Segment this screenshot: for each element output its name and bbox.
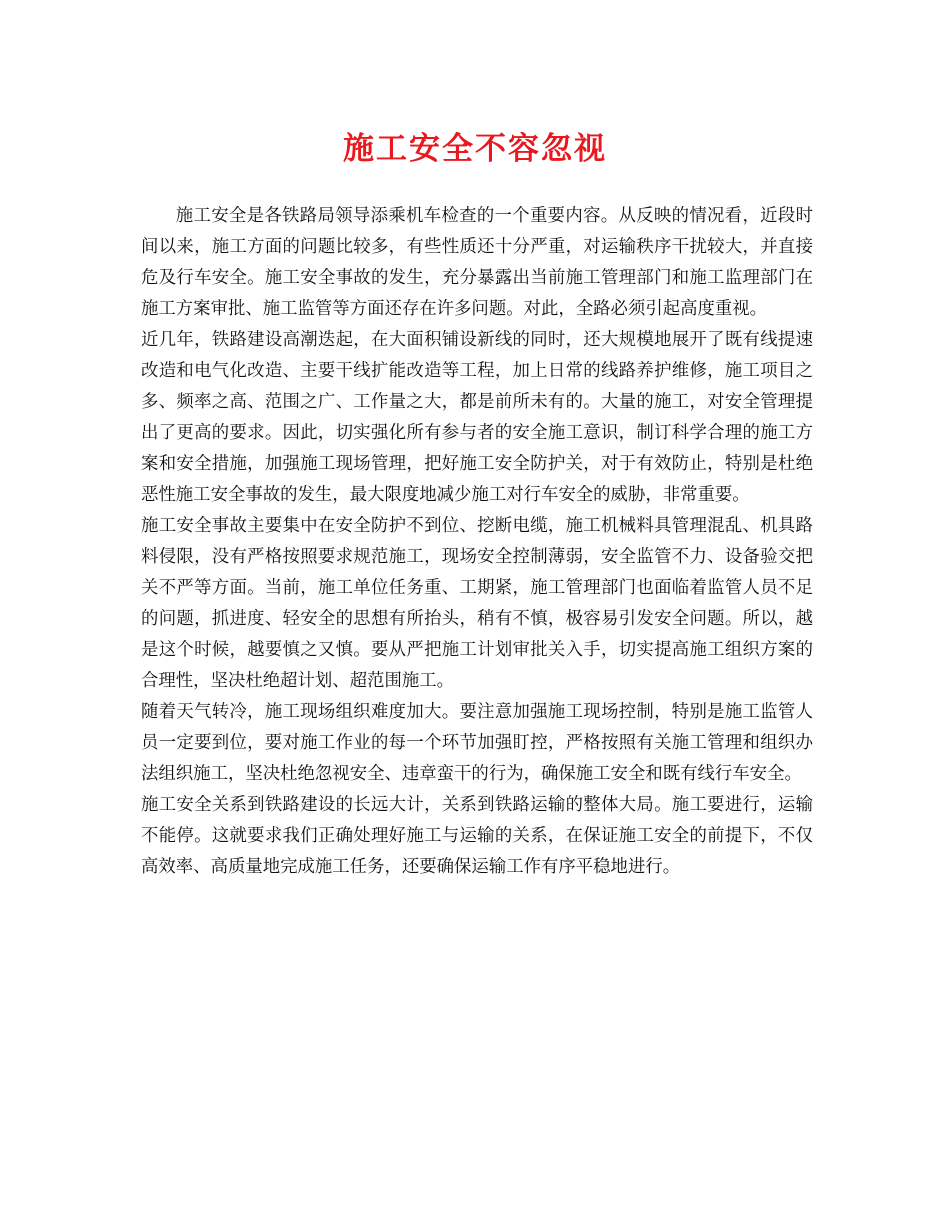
document-body — [141, 201, 813, 883]
paragraph-4: 随着天气转冷，施工现场组织难度加大。要注意加强施工现场控制，特别是施工监管人员一定要到位，要对施工作业的每一个环节加强盯控，严格按照有关施工管理和组织办法组织施工，坚决杜绝忽视安全、违章蛮干的行为，确保施工安全和既有线行车安全。 — [141, 702, 813, 784]
paragraph-2: 近几年，铁路建设高潮迭起，在大面积铺设新线的同时，还大规模地展开了既有线提速改造和电气化改造、主要干线扩能改造等工程，加上日常的线路养护维修，施工项目之多、频率之高、范围之广、工作量之大，都是前所未有的。大量的施工，对安全管理提出了更高的要求。因此，切实强化所有参与者的安全施工意识，制订科学合理的施工方案和安全措施，加强施工现场管理，把好施工安全防护关，对于有效防止，特别是杜绝恶性施工安全事故的发生，最大限度地减少施工对行车安全的威胁，非常重要。 — [141, 330, 813, 505]
paragraph-5: 施工安全关系到铁路建设的长远大计，关系到铁路运输的整体大局。施工要进行，运输不能停。这就要求我们正确处理好施工与运输的关系，在保证施工安全的前提下，不仅高效率、高质量地完成施工任务，还要确保运输工作有序平稳地进行。 — [141, 795, 813, 877]
paragraph-1: 施工安全是各铁路局领导添乘机车检查的一个重要内容。从反映的情况看，近段时间以来，施工方面的问题比较多，有些性质还十分严重，对运输秩序干扰较大，并直接危及行车安全。施工安全事故的发生，充分暴露出当前施工管理部门和施工监理部门在施工方案审批、施工监管等方面还存在许多问题。对此，全路必须引起高度重视。 — [141, 206, 813, 319]
document-title: 施工安全不容忽视 — [343, 131, 607, 167]
paragraph-3: 施工安全事故主要集中在安全防护不到位、挖断电缆，施工机械料具管理混乱、机具路料侵限，没有严格按照要求规范施工，现场安全控制薄弱，安全监管不力、设备验交把关不严等方面。当前，施工单位任务重、工期紧，施工管理部门也面临着监管人员不足的问题，抓进度、轻安全的思想有所抬头，稍有不慎，极容易引发安全问题。所以，越是这个时候，越要慎之又慎。要从严把施工计划审批关入手，切实提高施工组织方案的合理性，坚决杜绝超计划、超范围施工。 — [141, 516, 813, 691]
